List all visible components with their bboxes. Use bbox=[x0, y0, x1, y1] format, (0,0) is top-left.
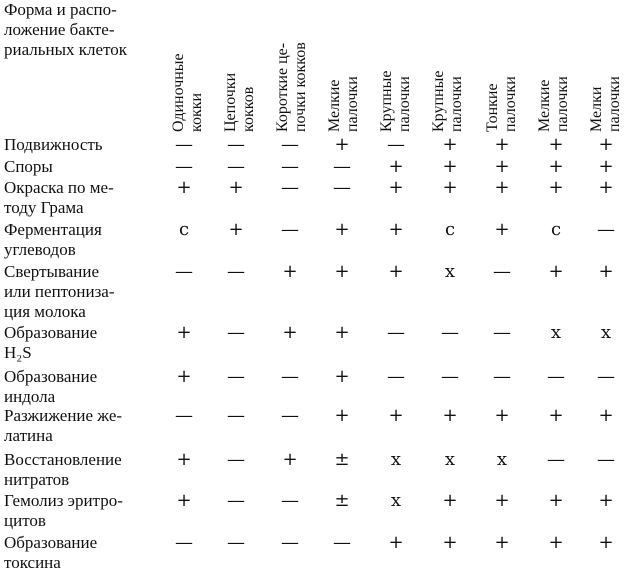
table-cell: + bbox=[598, 405, 614, 426]
table-cell: + bbox=[548, 177, 564, 198]
table-cell: + bbox=[598, 490, 614, 511]
table-cell: — bbox=[387, 134, 405, 155]
table-cell: — bbox=[493, 261, 511, 282]
table-cell: — bbox=[387, 322, 405, 343]
table-cell: + bbox=[598, 177, 614, 198]
table-cell: — bbox=[227, 449, 245, 470]
table-cell: х bbox=[550, 322, 562, 343]
table-cell: — bbox=[333, 532, 351, 553]
row-label: Разжижение же- латина bbox=[4, 406, 123, 445]
table-cell: — bbox=[597, 219, 615, 240]
table-cell: — bbox=[387, 366, 405, 387]
column-header-text: Мелкие палочки bbox=[536, 76, 571, 132]
table-cell: — bbox=[227, 490, 245, 511]
table-cell: — bbox=[597, 366, 615, 387]
row-label: Образование H₂S bbox=[4, 323, 98, 362]
table-cell: + bbox=[442, 532, 458, 553]
table-cell: + bbox=[442, 405, 458, 426]
table-cell: — bbox=[281, 532, 299, 553]
table-cell: + bbox=[282, 449, 298, 470]
column-header bbox=[536, 4, 582, 132]
table-cell: с bbox=[178, 219, 190, 240]
row-label: Образование токсина bbox=[4, 533, 98, 572]
table-cell: + bbox=[334, 405, 350, 426]
table-cell: х bbox=[496, 449, 508, 470]
table-cell: + bbox=[548, 156, 564, 177]
table-cell: — bbox=[547, 366, 565, 387]
table-cell: + bbox=[598, 156, 614, 177]
table-cell: + bbox=[494, 405, 510, 426]
table-cell: + bbox=[598, 134, 614, 155]
table-cell: х bbox=[600, 322, 612, 343]
table-cell: + bbox=[598, 261, 614, 282]
table-cell: + bbox=[176, 490, 192, 511]
table-cell: + bbox=[442, 156, 458, 177]
table-cell: х bbox=[390, 490, 402, 511]
table-cell: + bbox=[388, 532, 404, 553]
table-cell: — bbox=[441, 366, 459, 387]
table-cell: + bbox=[282, 261, 298, 282]
table-cell: + bbox=[548, 532, 564, 553]
column-header bbox=[274, 4, 320, 132]
table-cell: + bbox=[494, 177, 510, 198]
table-cell: — bbox=[333, 177, 351, 198]
table-cell: + bbox=[442, 134, 458, 155]
table-cell: х bbox=[444, 261, 456, 282]
table-cell: + bbox=[494, 219, 510, 240]
column-header-text: Короткие це- почки кокков bbox=[274, 42, 309, 132]
corner-header-label: Форма и распо- ложение бакте- риальных клеток bbox=[4, 0, 128, 59]
column-header-text: Крупные палочки bbox=[378, 70, 413, 132]
table-cell: + bbox=[548, 134, 564, 155]
table-cell: + bbox=[228, 177, 244, 198]
row-label: Образование индола bbox=[4, 367, 98, 406]
column-header-text: Крупные палочки bbox=[430, 70, 465, 132]
row-label: Свертывание или пептониза- ция молока bbox=[4, 262, 115, 321]
table-cell: + bbox=[176, 177, 192, 198]
row-label: Споры bbox=[4, 157, 53, 176]
table-cell: — bbox=[493, 322, 511, 343]
column-header bbox=[484, 4, 530, 132]
table-cell: + bbox=[442, 490, 458, 511]
column-header bbox=[326, 4, 372, 132]
table-cell: — bbox=[281, 366, 299, 387]
table-cell: — bbox=[227, 405, 245, 426]
column-header bbox=[170, 4, 216, 132]
table-cell: — bbox=[333, 156, 351, 177]
column-header-text: Тонкие палочки bbox=[484, 76, 519, 132]
table-cell: + bbox=[388, 405, 404, 426]
table-cell: — bbox=[227, 366, 245, 387]
table-cell: с bbox=[550, 219, 562, 240]
row-label: Ферментация углеводов bbox=[4, 220, 102, 259]
row-label: Подвижность bbox=[4, 135, 103, 154]
table-cell: — bbox=[281, 134, 299, 155]
row-label: Окраска по ме- тоду Грама bbox=[4, 178, 114, 217]
table-cell: ± bbox=[334, 449, 350, 470]
column-header bbox=[222, 4, 268, 132]
table-cell: + bbox=[388, 261, 404, 282]
row-label: Восстановление нитратов bbox=[4, 450, 122, 489]
table-cell: — bbox=[597, 449, 615, 470]
table-cell: + bbox=[388, 219, 404, 240]
table-cell: — bbox=[227, 532, 245, 553]
table-cell: + bbox=[176, 322, 192, 343]
column-header bbox=[588, 4, 634, 132]
table-cell: + bbox=[334, 219, 350, 240]
table-cell: + bbox=[176, 366, 192, 387]
column-header-text: Мелкие палочки bbox=[326, 76, 361, 132]
table-cell: с bbox=[444, 219, 456, 240]
table-cell: + bbox=[494, 490, 510, 511]
table-cell: + bbox=[334, 366, 350, 387]
table-cell: — bbox=[227, 322, 245, 343]
table-cell: + bbox=[494, 134, 510, 155]
table-cell: + bbox=[494, 532, 510, 553]
table-cell: + bbox=[334, 322, 350, 343]
table-cell: — bbox=[281, 219, 299, 240]
column-header bbox=[378, 4, 424, 132]
column-header-text: Одиночные кокки bbox=[170, 53, 205, 132]
table-cell: + bbox=[494, 156, 510, 177]
table-cell: + bbox=[176, 449, 192, 470]
table-cell: + bbox=[548, 490, 564, 511]
column-header-text: Мелки палочки bbox=[588, 76, 623, 132]
table-cell: — bbox=[281, 405, 299, 426]
table-cell: — bbox=[281, 156, 299, 177]
table-cell: + bbox=[442, 177, 458, 198]
table-cell: + bbox=[548, 261, 564, 282]
table-cell: — bbox=[227, 134, 245, 155]
table-cell: — bbox=[175, 405, 193, 426]
table-cell: — bbox=[175, 261, 193, 282]
table-cell: + bbox=[388, 177, 404, 198]
table-cell: — bbox=[493, 366, 511, 387]
table-cell: х bbox=[444, 449, 456, 470]
table-cell: — bbox=[175, 532, 193, 553]
table-cell: — bbox=[175, 156, 193, 177]
table-cell: — bbox=[281, 177, 299, 198]
table-cell: + bbox=[334, 261, 350, 282]
table-cell: + bbox=[548, 405, 564, 426]
table-cell: — bbox=[227, 261, 245, 282]
table-cell: — bbox=[281, 490, 299, 511]
table-cell: + bbox=[228, 219, 244, 240]
row-label: Гемолиз эритро- цитов bbox=[4, 491, 123, 530]
table-cell: + bbox=[334, 134, 350, 155]
table-cell: + bbox=[388, 156, 404, 177]
table-cell: — bbox=[441, 322, 459, 343]
table-cell: — bbox=[175, 134, 193, 155]
table-cell: х bbox=[390, 449, 402, 470]
table-cell: — bbox=[547, 449, 565, 470]
table-cell: + bbox=[598, 532, 614, 553]
table-cell: ± bbox=[334, 490, 350, 511]
column-header bbox=[430, 4, 476, 132]
table-cell: + bbox=[282, 322, 298, 343]
table-cell: — bbox=[227, 156, 245, 177]
column-header-text: Цепочки кокков bbox=[222, 72, 257, 132]
